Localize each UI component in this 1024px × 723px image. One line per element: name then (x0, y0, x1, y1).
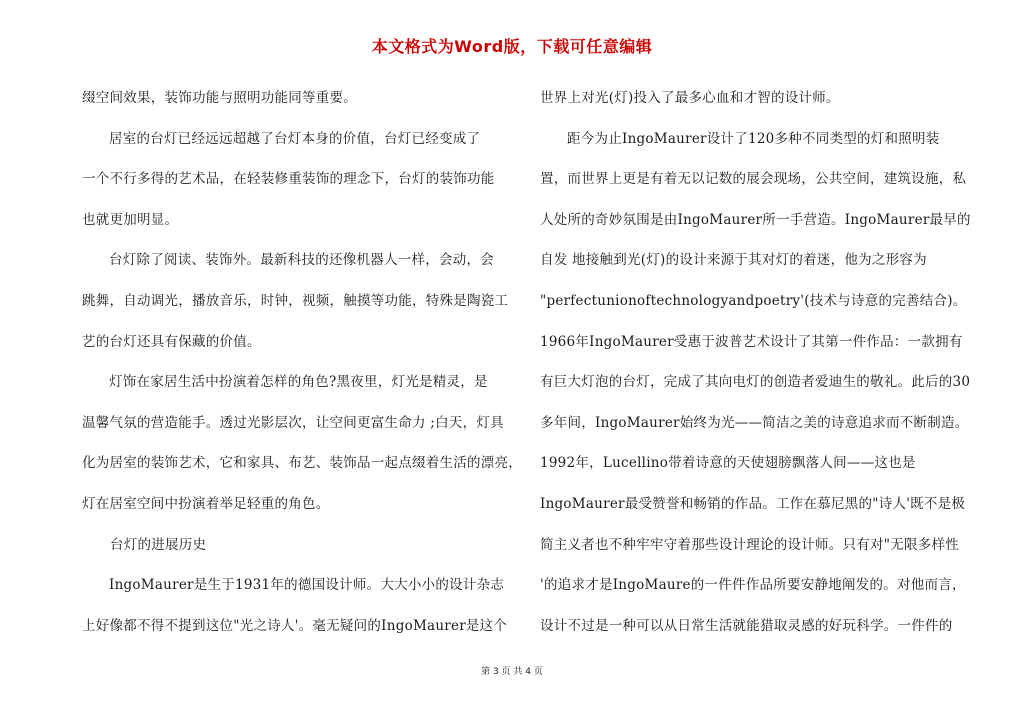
text-line: IngoMaurer是生于1931年的德国设计师。大大小小的设计杂志 (109, 577, 505, 594)
text-line: 台灯除了阅读、装饰外。最新科技的还像机器人一样，会动，会 (109, 252, 494, 269)
left-text-column (82, 78, 522, 646)
text-line: 居室的台灯已经远远超越了台灯本身的价值，台灯已经变成了 (109, 130, 481, 147)
text-line: 一个不行多得的艺术品，在轻装修重装饰的理念下，台灯的装饰功能 (82, 171, 495, 188)
text-line: 简主义者也不种牢牢守着那些设计理论的设计师。只有对"无限多样性 (540, 536, 959, 553)
text-line: 艺的台灯还具有保藏的价值。 (82, 333, 261, 350)
text-line: IngoMaurer最受赞誉和畅销的作品。工作在慕尼黑的"诗人'既不是极 (540, 495, 966, 512)
text-line: 人处所的奇妙氛围是由IngoMaurer所一手营造。IngoMaurer最早的 (540, 211, 971, 228)
text-line: 距今为止IngoMaurer设计了120多种不同类型的灯和照明装 (567, 130, 940, 147)
right-text-column (540, 78, 985, 646)
text-line: 灯饰在家居生活中扮演着怎样的角色?黑夜里，灯光是精灵，是 (109, 374, 488, 391)
text-line: 缀空间效果，装饰功能与照明功能同等重要。 (82, 90, 357, 106)
text-line: 有巨大灯泡的台灯，完成了其向电灯的创造者爱迪生的敬礼。此后的30 (540, 374, 971, 391)
document-banner: 本文格式为Word版，下载可任意编辑 (371, 37, 653, 56)
text-line: 也就更加明显。 (82, 211, 179, 228)
text-line: 自发 地接触到光(灯)的设计来源于其对灯的着迷，他为之形容为 (540, 252, 927, 269)
text-line: 上好像都不得不提到这位"光之诗人'。毫无疑问的IngoMaurer是这个 (82, 617, 508, 634)
text-line: '的追求才是IngoMaure的一件件作品所要安静地阐发的。对他而言， (540, 577, 966, 594)
text-line: 世界上对光(灯)投入了最多心血和才智的设计师。 (540, 90, 840, 106)
text-line: 灯在居室空间中扮演着举足轻重的角色。 (82, 495, 330, 512)
text-line: 1992年，Lucellino带着诗意的天使翅膀飘落人间——这也是 (540, 455, 916, 472)
page-number: 第 3 页 共 4 页 (481, 667, 543, 677)
text-line: "perfectunionoftechnologyandpoetry'(技术与诗意的完善结合)。 (540, 292, 967, 309)
text-line: 温馨气氛的营造能手。透过光影层次，让空间更富生命力 ;白天，灯具 (82, 414, 504, 431)
text-line: 多年间，IngoMaurer始终为光——简洁之美的诗意追求而不断制造。 (540, 414, 969, 431)
text-line: 跳舞，自动调光，播放音乐，时钟，视频，触摸等功能，特殊是陶瓷工 (82, 292, 509, 309)
section-heading: 台灯的进展历史 (110, 536, 207, 553)
text-line: 置，而世界上更是有着无以记数的展会现场，公共空间，建筑设施，私 (540, 171, 967, 188)
text-line: 1966年IngoMaurer受惠于波普艺术设计了其第一件作品：一款拥有 (540, 333, 963, 350)
text-line: 化为居室的装饰艺术，它和家具、布艺、装饰品一起点缀着生活的漂亮， (82, 455, 522, 472)
text-line: 设计不过是一种可以从日常生活就能猎取灵感的好玩科学。一件件的 (540, 617, 953, 634)
